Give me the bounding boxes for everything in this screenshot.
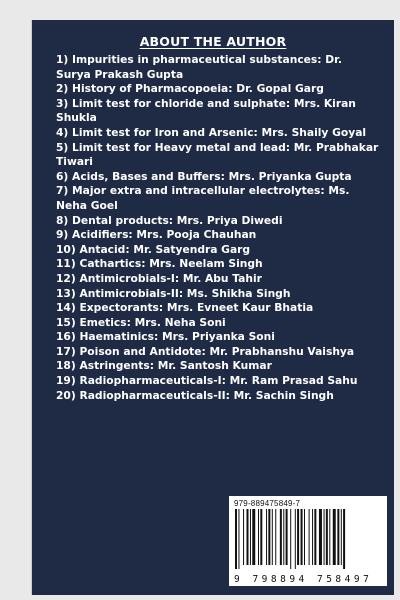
- barcode-bar: [252, 509, 255, 565]
- barcode-bar: [280, 509, 282, 565]
- author-entry: 16) Haematinics: Mrs. Priyanka Soni: [56, 330, 275, 344]
- barcode-bar: [329, 509, 330, 565]
- author-entry: 3) Limit test for chloride and sulphate: Mrs. Kiran Shukla: [56, 96, 356, 125]
- barcode-bar: [250, 509, 251, 565]
- author-entry: 6) Acids, Bases and Buffers: Mrs. Priyanka Gupta: [56, 169, 352, 183]
- barcode-bar: [272, 509, 273, 565]
- author-entry: 12) Antimicrobials-I: Mr. Abu Tahir: [56, 271, 262, 285]
- barcode-bar: [247, 509, 249, 565]
- back-cover: [32, 20, 394, 595]
- author-entry: 4) Limit test for Iron and Arsenic: Mrs. Shaily Goyal: [56, 125, 367, 139]
- barcode-bar: [333, 509, 336, 565]
- barcode-bar: [341, 509, 342, 565]
- barcode-bar: [235, 509, 237, 569]
- barcode-bars: [234, 509, 382, 569]
- barcode-bar: [314, 509, 316, 565]
- author-entry: 9) Acidifiers: Mrs. Pooja Chauhan: [56, 228, 257, 242]
- barcode-bar: [301, 509, 303, 565]
- barcode-bar: [290, 509, 291, 569]
- barcode-bar: [297, 509, 299, 565]
- author-entry: 17) Poison and Antidote: Mr. Prabhanshu Vaishya: [56, 344, 355, 358]
- author-entry: 13) Antimicrobials-II: Ms. Shikha Singh: [56, 286, 291, 300]
- barcode-bar: [343, 509, 345, 569]
- barcode-bar: [238, 509, 239, 569]
- barcode-bar: [326, 509, 328, 565]
- barcode-bar: [312, 509, 313, 565]
- barcode-bar: [324, 509, 325, 565]
- barcode-bar: [295, 509, 296, 569]
- author-entry: 15) Emetics: Mrs. Neha Soni: [56, 315, 226, 329]
- barcode-bar: [283, 509, 284, 565]
- barcode-box: [229, 496, 387, 586]
- barcode-bar: [260, 509, 262, 565]
- barcode-bar: [275, 509, 276, 565]
- author-entry: 8) Dental products: Mrs. Priya Diwedi: [56, 213, 283, 227]
- author-list: [56, 53, 380, 403]
- barcode-digits: 9 798894 758497: [234, 574, 373, 585]
- barcode-bar: [337, 509, 339, 565]
- author-entry: 5) Limit test for Heavy metal and lead: Mr. Prabhakar Tiwari: [56, 140, 379, 169]
- author-entry: 18) Astringents: Mr. Santosh Kumar: [56, 359, 272, 373]
- barcode-bar: [309, 509, 310, 565]
- section-heading: ABOUT THE AUTHOR: [139, 34, 287, 49]
- author-entry: 14) Expectorants: Mrs. Evneet Kaur Bhatia: [56, 301, 314, 315]
- barcode-bar: [266, 509, 267, 565]
- barcode-bar: [268, 509, 270, 565]
- barcode-bar: [319, 509, 322, 565]
- author-entry: 7) Major extra and intracellular electrolytes: Ms. Neha Goel: [56, 184, 350, 212]
- isbn-text: 979-889475849-7: [234, 499, 301, 508]
- author-entry: 1) Impurities in pharmaceutical substances: Dr. Surya Prakash Gupta: [56, 53, 342, 81]
- barcode-bar: [258, 509, 259, 565]
- barcode-bar: [304, 509, 305, 565]
- author-entry: 10) Antacid: Mr. Satyendra Garg: [56, 242, 251, 256]
- author-entry: 11) Cathartics: Mrs. Neelam Singh: [56, 257, 263, 271]
- barcode-bar: [286, 509, 288, 565]
- author-entry: 20) Radiopharmaceuticals-II: Mr. Sachin Singh: [56, 388, 334, 402]
- barcode-bar: [243, 509, 244, 565]
- author-entry: 2) History of Pharmacopoeia: Dr. Gopal Garg: [56, 82, 324, 96]
- author-entry: 19) Radiopharmaceuticals-I: Mr. Ram Prasad Sahu: [56, 374, 358, 388]
